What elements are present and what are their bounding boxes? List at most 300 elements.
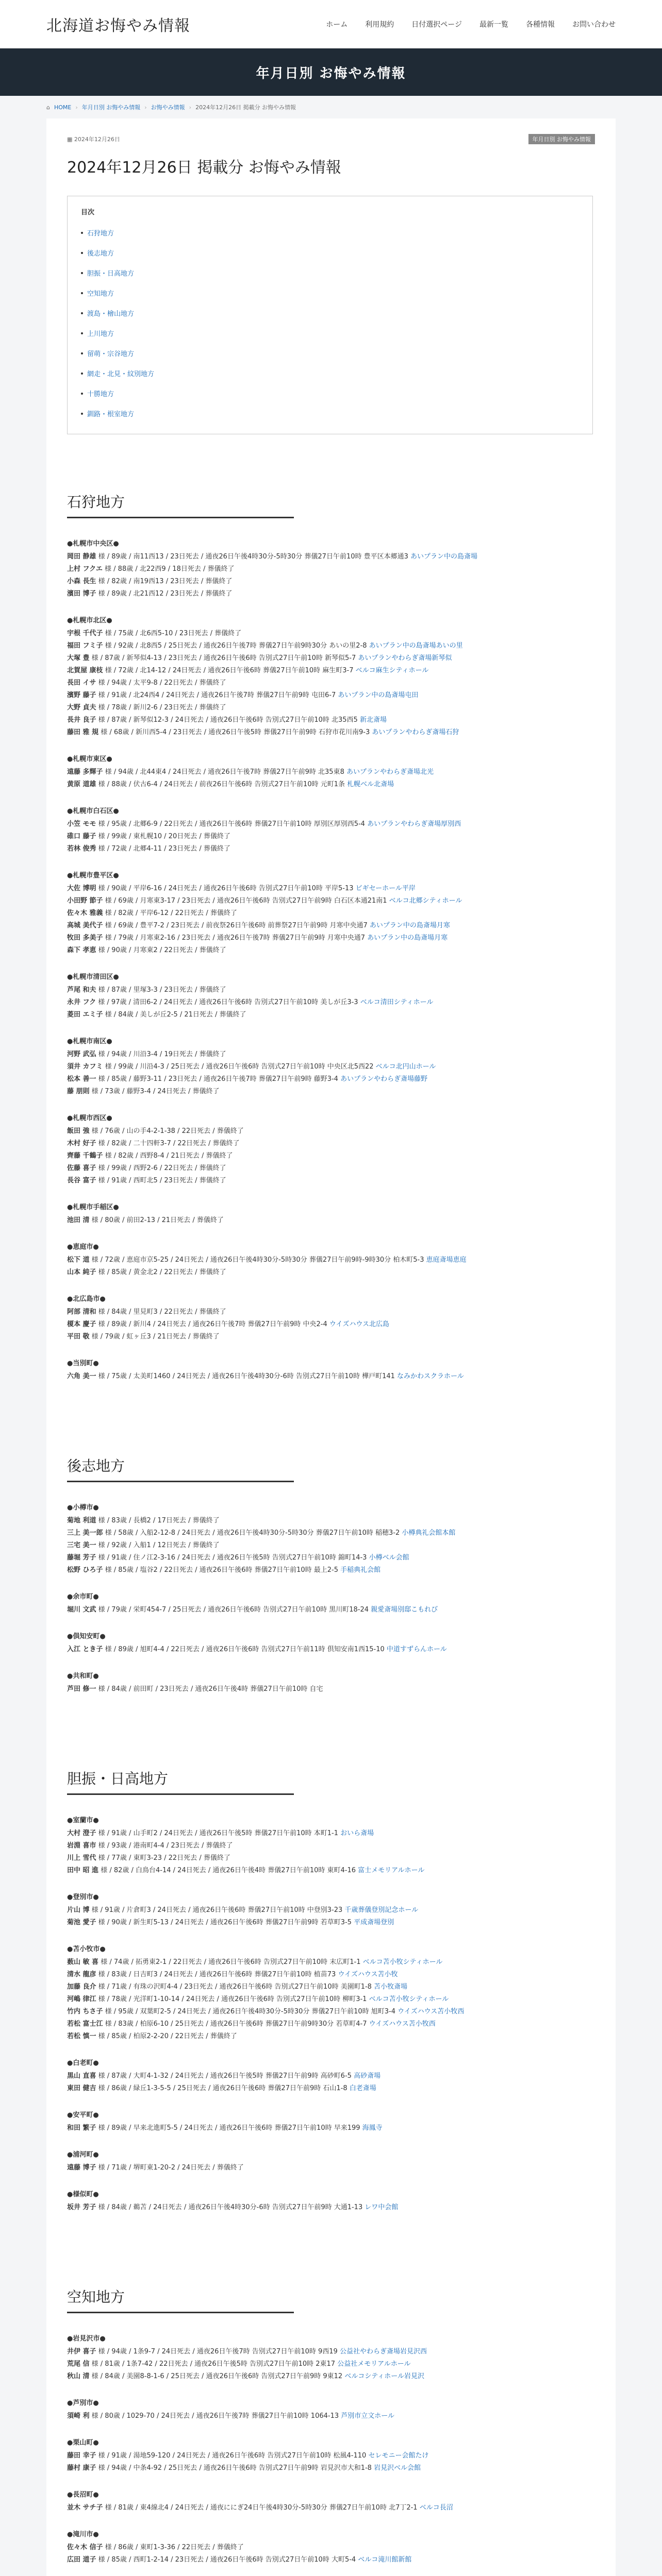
funeral-hall-link[interactable]: あいプラン中の島斎場 — [410, 553, 478, 561]
obituary-entry — [67, 1956, 595, 1969]
obituary-details: 様 / 87歳 / 新琴似12-3 / 24日死去 / 通夜26日午後6時 告別式27日午前10時 北35西5 — [96, 716, 360, 724]
deceased-name: 若松 慎一 — [67, 2032, 96, 2040]
funeral-hall-link[interactable]: ベルコ北円山ホール — [375, 1063, 436, 1071]
obituary-entry — [67, 2162, 595, 2174]
toc-link[interactable]: 釧路・根室地方 — [87, 411, 135, 418]
deceased-name: 松本 善一 — [67, 1075, 96, 1083]
obituary-entry — [67, 1150, 595, 1162]
deceased-name: 若松 富士江 — [67, 2020, 103, 2028]
obituary-entry — [67, 2358, 595, 2370]
main-content — [46, 118, 616, 2576]
obituary-entry — [67, 2070, 595, 2082]
funeral-hall-link[interactable]: ウイズハウス苫小牧西 — [398, 2008, 465, 2015]
city-name: ●札幌市中央区● — [67, 540, 119, 548]
obituary-entry — [67, 1969, 595, 1981]
obituary-details: 様 / 77歳 / 東町3-23 / 22日死去 / 葬儀終了 — [96, 1854, 230, 1862]
funeral-hall-link[interactable]: ベルコ清田シティホール — [360, 998, 434, 1006]
deceased-name: 山本 純子 — [67, 1268, 96, 1276]
breadcrumb-home[interactable]: HOME — [54, 104, 72, 111]
city-name: ●安平町● — [67, 2111, 99, 2119]
obituary-entry — [67, 1086, 595, 1098]
obituary-details: 様 / 95歳 / 双葉町2-5 / 24日死去 / 通夜26日午後4時30分-5時30分 葬儀27日午前10時 旭町3-4 — [103, 2008, 398, 2015]
obituary-entry — [67, 714, 595, 726]
chevron-right-icon: › — [189, 104, 192, 111]
city-block — [67, 538, 595, 600]
nav-contact[interactable]: お問い合わせ — [572, 20, 616, 29]
toc-link[interactable]: 十勝地方 — [87, 391, 114, 398]
post-title: 2024年12月26日 掲載分 お悔やみ情報 — [67, 159, 341, 177]
obituary-entry — [67, 831, 595, 843]
obituary-entry — [67, 2346, 595, 2358]
deceased-name: 藤田 幸子 — [67, 2452, 96, 2460]
obituary-details: 様 / 94歳 / 中条4-92 / 25日死去 / 通夜26日午後6時 告別式27日午前9時 岩見沢市大和1-8 — [96, 2464, 374, 2472]
obituary-details: 様 / 85歳 / 黄金北2 / 22日死去 / 葬儀終了 — [96, 1268, 226, 1276]
deceased-name: 佐々木 雅義 — [67, 909, 103, 917]
deceased-name: 坂井 芳子 — [67, 2204, 96, 2211]
calendar-icon: ▦ — [67, 136, 74, 143]
funeral-hall-link[interactable]: あいプランやわらぎ斎場北光 — [346, 768, 434, 776]
city-block — [67, 971, 595, 1021]
city-block — [67, 1631, 595, 1656]
toc-item — [81, 303, 579, 323]
obituary-details: 様 / 89歳 / 早来北進町5-5 / 24日死去 / 通夜26日午後6時 葬儀27日午前10時 早来199 — [96, 2124, 362, 2132]
deceased-name: 川上 雪代 — [67, 1854, 96, 1862]
funeral-hall-link[interactable]: 富士メモリアルホール — [358, 1867, 425, 1874]
deceased-name: 堀川 文武 — [67, 1606, 96, 1614]
obituary-entry — [67, 2410, 595, 2422]
obituary-entry — [67, 1125, 595, 1138]
deceased-name: 高城 美代子 — [67, 922, 103, 929]
obituary-details: 様 / 99歳 / 川沿4-3 / 25日死去 / 通夜26日午後6時 告別式27日午前10時 中央区北5西22 — [103, 1063, 376, 1071]
breadcrumb-current: 2024年12月26日 掲載分 お悔やみ情報 — [195, 104, 296, 111]
funeral-hall-link[interactable]: ベルコ北郷シティホール — [389, 897, 462, 905]
deceased-name: 黄原 道雄 — [67, 781, 96, 788]
city-name: ●長沼町● — [67, 2491, 99, 2499]
city-block — [67, 2149, 595, 2174]
obituary-details: 様 / 78歳 / 新川2-6 / 23日死去 / 葬儀終了 — [96, 704, 226, 711]
toc-link[interactable]: 留萌・宗谷地方 — [87, 350, 135, 358]
obituary-details: 様 / 82歳 / 西野8-4 / 21日死去 / 葬儀終了 — [103, 1152, 233, 1160]
obituary-details: 様 / 85歳 / 塩谷2 / 22日死去 / 通夜26日午後6時 葬儀27日午前10時 最上2-5 — [103, 1566, 341, 1574]
obituary-details: 様 / 82歳 / 白鳥台4-14 / 24日死去 / 通夜26日午後4時 葬儀27日午前10時 東町4-16 — [98, 1867, 358, 1874]
deceased-name: 岡田 静雄 — [67, 553, 96, 561]
funeral-hall-link[interactable]: ベルコ苫小牧シティホール — [369, 1995, 449, 2003]
city-block — [67, 805, 595, 855]
funeral-hall-link[interactable]: 札幌ベル北斎場 — [347, 781, 394, 788]
city-name: ●当別町● — [67, 1360, 99, 1367]
obituary-details: 様 / 78歳 / 光洋町1-10-14 / 24日死去 / 通夜26日午後6時 告別式27日午前10時 柳町3-1 — [96, 1995, 369, 2003]
site-header — [0, 0, 662, 48]
obituary-details: 様 / 99歳 / 東札幌10 / 20日死去 / 葬儀終了 — [96, 833, 230, 840]
deceased-name: 菱田 エミ子 — [67, 1011, 103, 1019]
funeral-hall-link[interactable]: あいプランやわらぎ斎場新琴似 — [358, 654, 452, 662]
obituary-details: 様 / 85歳 / 藤野3-11 / 23日死去 / 通夜26日午後7時 葬儀27日午前9時 藤野3-4 — [96, 1075, 341, 1083]
funeral-hall-link[interactable]: ウイズハウス北広島 — [329, 1320, 389, 1328]
obituary-entry — [67, 944, 595, 957]
obituary-details: 様 / 73歳 / 藤野3-4 / 24日死去 / 葬儀終了 — [89, 1088, 220, 1095]
deceased-name: 秋山 清 — [67, 2372, 90, 2380]
deceased-name: 並木 サチ子 — [67, 2504, 103, 2512]
obituary-details: 様 / 92歳 / 入船1 / 12日死去 / 葬儀終了 — [96, 1541, 220, 1549]
city-block — [67, 1815, 595, 1877]
obituary-entry — [67, 665, 595, 677]
obituary-details: 様 / 90歳 / 月寒東2 / 22日死去 / 葬儀終了 — [96, 946, 226, 954]
toc-link[interactable]: 後志地方 — [87, 250, 114, 258]
obituary-details: 様 / 71歳 / 有珠の沢町4-4 / 23日死去 / 通夜26日午後6時 告別式27日午前10時 美園町1-8 — [96, 1983, 374, 1991]
obituary-details: 様 / 83歳 / 日吉町3 / 24日死去 / 通夜26日午後6時 葬儀27日午前10時 植苗73 — [96, 1971, 338, 1978]
nav-home[interactable]: ホーム — [326, 20, 348, 29]
chevron-right-icon: › — [75, 104, 78, 111]
funeral-hall-link[interactable]: 小樽典礼会館本館 — [402, 1529, 456, 1537]
obituary-details: 様 / 89歳 / 北21西12 / 23日死去 / 葬儀終了 — [96, 590, 233, 598]
deceased-name: 小笠 モモ — [67, 820, 96, 828]
obituary-details: 様 / 72歳 / 北14-12 / 24日死去 / 通夜26日午後6時 葬儀27日午前10時 麻生町3-7 — [103, 667, 356, 674]
funeral-hall-link[interactable]: 中道すずらんホール — [386, 1646, 447, 1653]
funeral-hall-link[interactable]: あいプランやわらぎ斎場藤野 — [340, 1075, 428, 1083]
funeral-hall-link[interactable]: ベルコ滝川館新館 — [358, 2556, 412, 2564]
obituary-entry — [67, 1061, 595, 1073]
toc-link[interactable]: 空知地方 — [87, 290, 114, 298]
obituary-details: 様 / 85歳 / 西町1-2-14 / 23日死去 / 通夜26日午後6時 告別式27日午前10時 大町5-4 — [96, 2556, 358, 2564]
obituary-entry — [67, 1993, 595, 2006]
city-name: ●栗山町● — [67, 2439, 99, 2447]
nav-latest[interactable]: 最新一覧 — [479, 20, 508, 29]
obituary-entry — [67, 1865, 595, 1877]
obituary-details: 様 / 79歳 / 月寒東2-16 / 23日死去 / 通夜26日午後7時 葬儀27日午前9時 月寒中央通7 — [103, 934, 368, 942]
deceased-name: 和田 繁子 — [67, 2124, 96, 2132]
city-name: ●余市町● — [67, 1593, 99, 1601]
regions — [67, 491, 595, 2576]
obituary-entry — [67, 996, 595, 1009]
obituary-entry — [67, 1552, 595, 1564]
funeral-hall-link[interactable]: あいプラン中の島斎場月寒 — [367, 934, 448, 942]
nav-date-select[interactable]: 日付選択ページ — [411, 20, 462, 29]
obituary-entry — [67, 1009, 595, 1021]
obituary-details: 様 / 94歳 / 川沿3-4 / 19日死去 / 葬儀終了 — [96, 1050, 226, 1058]
deceased-name: 須井 カフミ — [67, 1063, 103, 1071]
city-name: ●様似町● — [67, 2191, 99, 2198]
obituary-entry — [67, 628, 595, 640]
bullet-icon — [81, 413, 83, 415]
funeral-hall-link[interactable]: なみかわスクラホール — [397, 1372, 464, 1380]
deceased-name: 大野 貞夫 — [67, 704, 96, 711]
deceased-name: 阿部 清和 — [67, 1308, 96, 1316]
obituary-entry — [67, 2462, 595, 2475]
obituary-details: 様 / 72歳 / 恵庭市京5-25 / 24日死去 / 通夜26日午後4時30分-5時30分 葬儀27日午前9時-9時30分 柏木町5-3 — [89, 1256, 426, 1264]
deceased-name: 上村 フクエ — [67, 565, 103, 573]
obituary-entry — [67, 1643, 595, 1656]
category-badge[interactable]: 年月日別 お悔やみ情報 — [528, 134, 595, 144]
obituary-details: 様 / 82歳 / 南19西13 / 23日死去 / 葬儀終了 — [96, 578, 233, 585]
obituary-details: 様 / 89歳 / 新川4 / 24日死去 / 通夜26日午後7時 葬儀27日午前9時 中央2-4 — [96, 1320, 329, 1328]
city-block — [67, 2057, 595, 2095]
city-name: ●札幌市豊平区● — [67, 872, 119, 879]
obituary-details: 様 / 84歳 / 里見町3 / 22日死去 / 葬儀終了 — [96, 1308, 226, 1316]
obituary-details: 様 / 88歳 / 伏古6-4 / 24日死去 / 前夜26日午後6時 告別式27日午前10時 元町1条 — [96, 781, 347, 788]
deceased-name: 長谷 富子 — [67, 1177, 96, 1184]
deceased-name: 濱野 藤子 — [67, 691, 96, 699]
city-block — [67, 1891, 595, 1929]
obituary-entry — [67, 2201, 595, 2214]
city-block — [67, 2529, 595, 2566]
bullet-icon — [81, 393, 83, 395]
bullet-icon — [81, 312, 83, 314]
obituary-entry — [67, 778, 595, 791]
obituary-details: 様 / 87歳 / 大町4-1-32 / 24日死去 / 通夜26日午後5時 葬儀27日午前9時 高砂町6-5 — [96, 2072, 354, 2080]
obituary-details: 様 / 76歳 / 山の手4-2-1-38 / 22日死去 / 葬儀終了 — [89, 1127, 244, 1135]
funeral-hall-link[interactable]: 公益社メモリアルホール — [337, 2360, 411, 2368]
obituary-details: 様 / 90歳 / 新生町5-13 / 24日死去 / 通夜26日午後6時 葬儀27日午前9時 若草町3-5 — [96, 1919, 354, 1926]
deceased-name: 小森 長生 — [67, 578, 96, 585]
city-name: ●北広島市● — [67, 1295, 106, 1303]
deceased-name: 齊藤 千鶴子 — [67, 1152, 103, 1160]
deceased-name: 平田 敬 — [67, 1333, 90, 1341]
deceased-name: 榎本 慶子 — [67, 1320, 96, 1328]
toc-link[interactable]: 胆振・日高地方 — [87, 270, 135, 278]
deceased-name: 佐々木 信子 — [67, 2544, 103, 2551]
obituary-details: 様 / 89歳 / 南11西13 / 23日死去 / 通夜26日午後4時30分-5時30分 葬儀27日午前10時 豊平区本郷通3 — [96, 553, 411, 561]
deceased-name: 大塚 豊 — [67, 654, 90, 662]
bullet-icon — [81, 272, 83, 274]
obituary-entry — [67, 575, 595, 588]
bullet-icon — [81, 252, 83, 254]
deceased-name: 藤 朋則 — [67, 1088, 90, 1095]
obituary-entry — [67, 652, 595, 665]
region-section — [67, 2286, 595, 2576]
obituary-details: 様 / 91歳 / 山手町2 / 24日死去 / 通夜26日午後5時 葬儀27日午前10時 本町1-1 — [96, 1829, 341, 1837]
obituary-entry — [67, 2006, 595, 2018]
deceased-name: 片山 博 — [67, 1906, 90, 1914]
city-name: ●札幌市西区● — [67, 1114, 112, 1122]
obituary-details: 様 / 74歳 / 拓勇東2-1 / 22日死去 / 通夜26日午後6時 告別式27日午前10時 末広町1-1 — [98, 1958, 363, 1966]
bullet-icon — [81, 332, 83, 334]
funeral-hall-link[interactable]: あいプランやわらぎ斎場厚別西 — [367, 820, 461, 828]
deceased-name: 黒山 直喜 — [67, 2072, 96, 2080]
city-name: ●倶知安町● — [67, 1633, 106, 1640]
obituary-entry — [67, 1370, 595, 1383]
funeral-hall-link[interactable]: 岩見沢ベル会館 — [374, 2464, 421, 2472]
obituary-entry — [67, 2554, 595, 2566]
toc-link[interactable]: 石狩地方 — [87, 230, 114, 238]
chevron-right-icon: › — [144, 104, 147, 111]
obituary-details: 様 / 81歳 / 1条7-42 / 22日死去 / 通夜26日午後5時 告別式27日午前10時 2東17 — [89, 2360, 338, 2368]
obituary-entry — [67, 1162, 595, 1175]
funeral-hall-link[interactable]: あいプラン中の島斎場月寒 — [369, 922, 450, 929]
obituary-entry — [67, 766, 595, 778]
deceased-name: 芦尾 和夫 — [67, 986, 96, 994]
toc-item — [81, 323, 579, 343]
breadcrumb — [46, 96, 616, 118]
obituary-details: 様 / 97歳 / 清田6-2 / 24日死去 / 通夜26日午後6時 告別式27日午前10時 美しが丘3-3 — [96, 998, 360, 1006]
funeral-hall-link[interactable]: ウイズハウス苫小牧 — [338, 1971, 398, 1978]
city-block — [67, 2437, 595, 2475]
obituary-entry — [67, 1266, 595, 1279]
deceased-name: 竹内 ちさ子 — [67, 2008, 103, 2015]
city-name: ●恵庭市● — [67, 1243, 99, 1251]
deceased-name: 池田 清 — [67, 1216, 90, 1224]
toc-link[interactable]: 網走・北見・紋別地方 — [87, 370, 155, 378]
breadcrumb-category[interactable]: 年月日別 お悔やみ情報 — [81, 104, 141, 111]
funeral-hall-link[interactable]: あいプラン中の島斎場あいの里 — [369, 642, 463, 650]
toc-link[interactable]: 上川地方 — [87, 330, 114, 338]
deceased-name: 岩淵 喜市 — [67, 1842, 96, 1850]
deceased-name: 松野 ひろ子 — [67, 1566, 103, 1574]
deceased-name: 碓口 藤子 — [67, 833, 96, 840]
obituary-details: 様 / 94歳 / 1条9-7 / 24日死去 / 通夜26日午後7時 告別式27日午前10時 9西19 — [96, 2348, 340, 2355]
toc-list — [81, 223, 579, 423]
deceased-name: 井伊 喜子 — [67, 2348, 96, 2355]
deceased-name: 三上 美一郎 — [67, 1529, 103, 1537]
deceased-name: 永井 フク — [67, 998, 96, 1006]
obituary-details: 様 / 84歳 / 鵜苫 / 24日死去 / 通夜26日午後4時30分-6時 告別式27日午前9時 大通1-13 — [96, 2204, 365, 2211]
funeral-hall-link[interactable]: 海鳳寺 — [362, 2124, 383, 2132]
funeral-hall-link[interactable]: 白老斎場 — [349, 2084, 376, 2092]
obituary-entry — [67, 2370, 595, 2383]
obituary-details: 様 / 84歳 / 美園8-8-1-6 / 25日死去 / 通夜26日午後6時 告別式27日午前9時 9東12 — [89, 2372, 345, 2380]
city-block — [67, 1502, 595, 1577]
nav-terms[interactable]: 利用規約 — [365, 20, 394, 29]
deceased-name: 薮山 敏 喜 — [67, 1958, 99, 1966]
city-name: ●登別市● — [67, 1893, 99, 1901]
deceased-name: 菊池 愛子 — [67, 1919, 96, 1926]
breadcrumb-subcategory[interactable]: お悔やみ情報 — [151, 104, 185, 111]
obituary-entry — [67, 2082, 595, 2095]
deceased-name: 須崎 利 — [67, 2412, 90, 2420]
deceased-name: 飯田 強 — [67, 1127, 90, 1135]
funeral-hall-link[interactable]: 小樽ベル会館 — [369, 1554, 409, 1562]
funeral-hall-link[interactable]: 高砂斎場 — [354, 2072, 381, 2080]
deceased-name: 三宅 美一 — [67, 1541, 96, 1549]
city-name: ●札幌市南区● — [67, 1038, 112, 1045]
funeral-hall-link[interactable]: 公益社やわらぎ斎場岩見沢西 — [339, 2348, 427, 2355]
deceased-name: 藤堀 芳子 — [67, 1554, 96, 1562]
deceased-name: 入江 とき子 — [67, 1646, 103, 1653]
obituary-details: 様 / 87歳 / 新琴似4-13 / 23日死去 / 通夜26日午後6時 告別式27日午前10時 新琴似5-7 — [89, 654, 358, 662]
site-logo[interactable]: 北海道お悔やみ情報 — [46, 16, 190, 35]
funeral-hall-link[interactable]: ベルコ苫小牧シティホール — [362, 1958, 443, 1966]
toc-item — [81, 363, 579, 383]
funeral-hall-link[interactable]: 千歳葬儀登別記念ホール — [344, 1906, 419, 1914]
funeral-hall-link[interactable]: レワ中会館 — [365, 2204, 399, 2211]
obituary-details: 様 / 87歳 / 里塚3-3 / 23日死去 / 葬儀終了 — [96, 986, 226, 994]
deceased-name: 北賀屋 康枝 — [67, 667, 103, 674]
deceased-name: 牧田 多美子 — [67, 934, 103, 942]
deceased-name: 宇根 千代子 — [67, 630, 103, 637]
city-name: ●滝川市● — [67, 2531, 99, 2538]
obituary-entry — [67, 2541, 595, 2554]
obituary-details: 様 / 94歳 / 北44東4 / 24日死去 / 通夜26日午後7時 葬儀27日午前9時 北35東8 — [103, 768, 346, 776]
deceased-name: 長井 良子 — [67, 716, 96, 724]
obituary-entry — [67, 843, 595, 855]
city-name: ●札幌市北区● — [67, 617, 112, 624]
deceased-name: 芦田 修一 — [67, 1685, 96, 1693]
funeral-hall-link[interactable]: あいプラン中の島斎場屯田 — [338, 691, 419, 699]
city-name: ●苫小牧市● — [67, 1945, 106, 1953]
obituary-details: 様 / 72歳 / 北郷4-11 / 23日死去 / 葬儀終了 — [96, 845, 230, 853]
obituary-details: 様 / 81歳 / 東4線北4 / 24日死去 / 通夜ににぎ24日午後4時30分-5時30分 葬儀27日午前10時 北7丁2-1 — [103, 2504, 420, 2512]
obituary-entry — [67, 689, 595, 702]
table-of-contents — [67, 196, 593, 434]
toc-item — [81, 343, 579, 363]
funeral-hall-link[interactable]: セレモニー会館たけ — [368, 2452, 429, 2460]
city-block — [67, 1293, 595, 1343]
deceased-name: 東田 健吉 — [67, 2084, 96, 2092]
deceased-name: 加藤 良介 — [67, 1983, 96, 1991]
obituary-details: 様 / 86歳 / 東町1-3-36 / 22日死去 / 葬儀終了 — [103, 2544, 244, 2551]
city-name: ●芦別市● — [67, 2399, 99, 2407]
obituary-entry — [67, 1073, 595, 1086]
funeral-hall-link[interactable]: 新北斎場 — [359, 716, 387, 724]
obituary-entry — [67, 2502, 595, 2514]
toc-item — [81, 223, 579, 243]
funeral-hall-link[interactable]: ウイズハウス苫小牧西 — [369, 2020, 436, 2028]
region-section — [67, 491, 595, 1383]
toc-item — [81, 263, 579, 283]
deceased-name: 清水 龍彦 — [67, 1971, 96, 1978]
post-meta — [67, 134, 595, 144]
obituary-details: 様 / 82歳 / 二十四軒3-7 / 22日死去 / 葬儀終了 — [96, 1140, 240, 1147]
city-name: ●札幌市手稲区● — [67, 1204, 119, 1211]
obituary-entry — [67, 1306, 595, 1318]
obituary-entry — [67, 984, 595, 996]
obituary-entry — [67, 640, 595, 652]
toc-link[interactable]: 渡島・檜山地方 — [87, 310, 135, 318]
obituary-details: 様 / 79歳 / 虹ヶ丘3 / 21日死去 / 葬儀終了 — [89, 1333, 220, 1341]
funeral-hall-link[interactable]: 恵庭斎場恵庭 — [426, 1256, 467, 1264]
funeral-hall-link[interactable]: ベルコシティホール岩見沢 — [344, 2372, 425, 2380]
region-title: 石狩地方 — [67, 491, 294, 518]
obituary-details: 様 / 91歳 / 湯地59-120 / 24日死去 / 通夜26日午後6時 告別式27日午前10時 松風4-110 — [96, 2452, 369, 2460]
obituary-entry — [67, 1852, 595, 1865]
funeral-hall-link[interactable]: 苫小牧斎場 — [374, 1983, 408, 1991]
city-name: ●小樽市● — [67, 1504, 99, 1512]
funeral-hall-link[interactable]: ベルコ麻生シティホール — [355, 667, 429, 674]
deceased-name: 河野 武弘 — [67, 1050, 96, 1058]
deceased-name: 遠藤 多輝子 — [67, 768, 103, 776]
obituary-entry — [67, 1318, 595, 1331]
funeral-hall-link[interactable]: あいプランやわらぎ斎場石狩 — [372, 728, 459, 736]
funeral-hall-link[interactable]: ビギセーホール平岸 — [355, 885, 416, 892]
obituary-details: 様 / 93歳 / 港南町4-4 / 23日死去 / 葬儀終了 — [96, 1842, 233, 1850]
obituary-entry — [67, 1527, 595, 1539]
funeral-hall-link[interactable]: 手稲典礼会館 — [340, 1566, 381, 1574]
obituary-entry — [67, 563, 595, 575]
obituary-entry — [67, 1138, 595, 1150]
obituary-entry — [67, 588, 595, 600]
funeral-hall-link[interactable]: 平成斎場登別 — [354, 1919, 394, 1926]
funeral-hall-link[interactable]: おいら斎場 — [340, 1829, 374, 1837]
deceased-name: 濱田 博子 — [67, 590, 96, 598]
obituary-details: 様 / 80歳 / 1029-70 / 24日死去 / 通夜26日午後7時 葬儀27日午前10時 1064-13 — [89, 2412, 341, 2420]
city-name: ●札幌市東区● — [67, 755, 112, 763]
obituary-details: 様 / 69歳 / 豊平7-2 / 23日死去 / 前夜祭26日午後6時 前葬祭27日午前9時 月寒中央通7 — [103, 922, 370, 929]
funeral-hall-link[interactable]: ベルコ長沼 — [419, 2504, 453, 2512]
obituary-details: 様 / 75歳 / 太美町1460 / 24日死去 / 通夜26日午後4時30分-6時 告別式27日午前10時 樺戸町141 — [96, 1372, 398, 1380]
deceased-name: 遠藤 博子 — [67, 2164, 96, 2172]
deceased-name: 小田野 節子 — [67, 897, 103, 905]
funeral-hall-link[interactable]: 芦別市立文ホール — [341, 2412, 395, 2420]
obituary-details: 様 / 88歳 / 北22西9 / 18日死去 / 葬儀終了 — [102, 565, 235, 573]
obituary-entry — [67, 932, 595, 944]
city-block — [67, 753, 595, 791]
city-block — [67, 870, 595, 957]
funeral-hall-link[interactable]: 親愛斎場別邸こもれび — [371, 1606, 438, 1614]
obituary-entry — [67, 907, 595, 920]
nav-info[interactable]: 各種情報 — [526, 20, 555, 29]
bullet-icon — [81, 372, 83, 375]
city-block — [67, 2189, 595, 2214]
global-nav — [326, 19, 616, 29]
